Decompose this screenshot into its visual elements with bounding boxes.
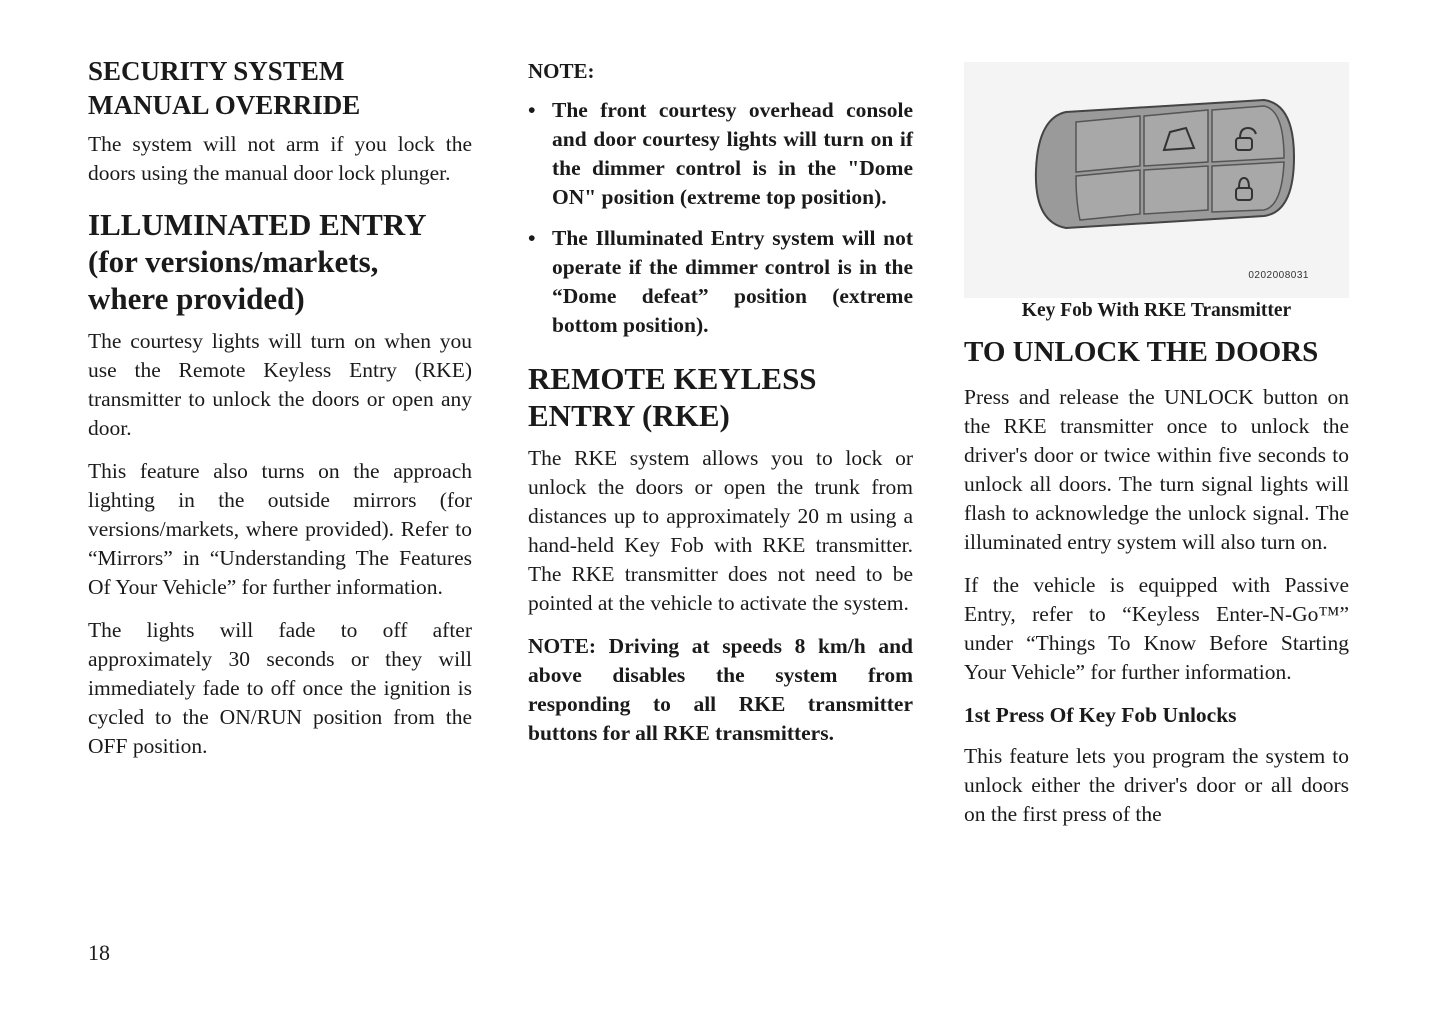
fob-button-trunk bbox=[1144, 110, 1208, 166]
note-label: NOTE: bbox=[528, 59, 595, 83]
illuminated-entry-paragraph-1: The courtesy lights will turn on when you use the Remote Keyless Entry (RKE) transmitter to unlock the doors or open any door. bbox=[88, 329, 472, 440]
unlock-paragraph-1: Press and release the UNLOCK button on the RKE transmitter once to unlock the driver's door or twice within five seconds to unlock all doors. The turn signal lights will flash to acknowledge the unlock signal. The illuminated entry system will also turn on. bbox=[964, 385, 1349, 554]
unlock-paragraph-2: If the vehicle is equipped with Passive Entry, refer to “Keyless Enter-N-Go™” under “Things To Know Before Starting Your Vehicle” for further information. bbox=[964, 573, 1349, 684]
fob-button-blank-bottom bbox=[1076, 170, 1140, 220]
fob-button-blank-top bbox=[1076, 116, 1140, 172]
illuminated-entry-paragraph-3: The lights will fade to off after approximately 30 seconds or they will immediately fade to off once the ignition is cycled to the ON/RUN position from the OFF position. bbox=[88, 618, 472, 758]
security-text: The system will not arm if you lock the doors using the manual door lock plunger. bbox=[88, 132, 472, 185]
right-column bbox=[964, 62, 1349, 843]
page-number: 18 bbox=[88, 940, 110, 965]
illuminated-entry-paragraph-2: This feature also turns on the approach lighting in the outside mirrors (for versions/markets, where provided). Refer to “Mirrors” in “Understanding The Features Of Your Vehicle” for further information. bbox=[88, 459, 472, 599]
left-column bbox=[88, 54, 472, 775]
note-list bbox=[528, 96, 913, 340]
figure-code: 0202008031 bbox=[1248, 270, 1309, 281]
key-fob-figure bbox=[964, 62, 1349, 298]
rke-heading: REMOTE KEYLESS ENTRY (RKE) bbox=[528, 361, 817, 433]
rke-paragraph: The RKE system allows you to lock or unlock the doors or open the trunk from distances up to approximately 20 m using a hand-held Key Fob with RKE transmitter. The RKE transmitter does not need to be pointed at the vehicle to activate the system. bbox=[528, 446, 913, 615]
key-fob-illustration bbox=[964, 62, 1349, 298]
note-item: • The front courtesy overhead console and door courtesy lights will turn on if the dimmer control is in the "Dome ON" position (extreme top position). bbox=[528, 96, 913, 212]
rke-note: NOTE: Driving at speeds 8 km/h and above disables the system from responding to all RKE transmitter buttons for all RKE transmitters. bbox=[528, 634, 913, 745]
first-press-heading: 1st Press Of Key Fob Unlocks bbox=[964, 703, 1237, 727]
unlock-heading: TO UNLOCK THE DOORS bbox=[964, 336, 1319, 368]
illuminated-entry-heading: ILLUMINATED ENTRY (for versions/markets, where provided) bbox=[88, 207, 427, 316]
security-heading: SECURITY SYSTEM MANUAL OVERRIDE bbox=[88, 56, 361, 120]
middle-column bbox=[528, 54, 913, 762]
figure-caption: Key Fob With RKE Transmitter bbox=[1021, 300, 1292, 321]
note-item: • The Illuminated Entry system will not operate if the dimmer control is in the “Dome defeat” position (extreme bottom position). bbox=[528, 224, 913, 340]
first-press-paragraph: This feature lets you program the system to unlock either the driver's door or all doors on the first press of the bbox=[964, 744, 1349, 826]
fob-button-unlock bbox=[1212, 106, 1284, 162]
fob-button-blank-middle bbox=[1144, 166, 1208, 214]
